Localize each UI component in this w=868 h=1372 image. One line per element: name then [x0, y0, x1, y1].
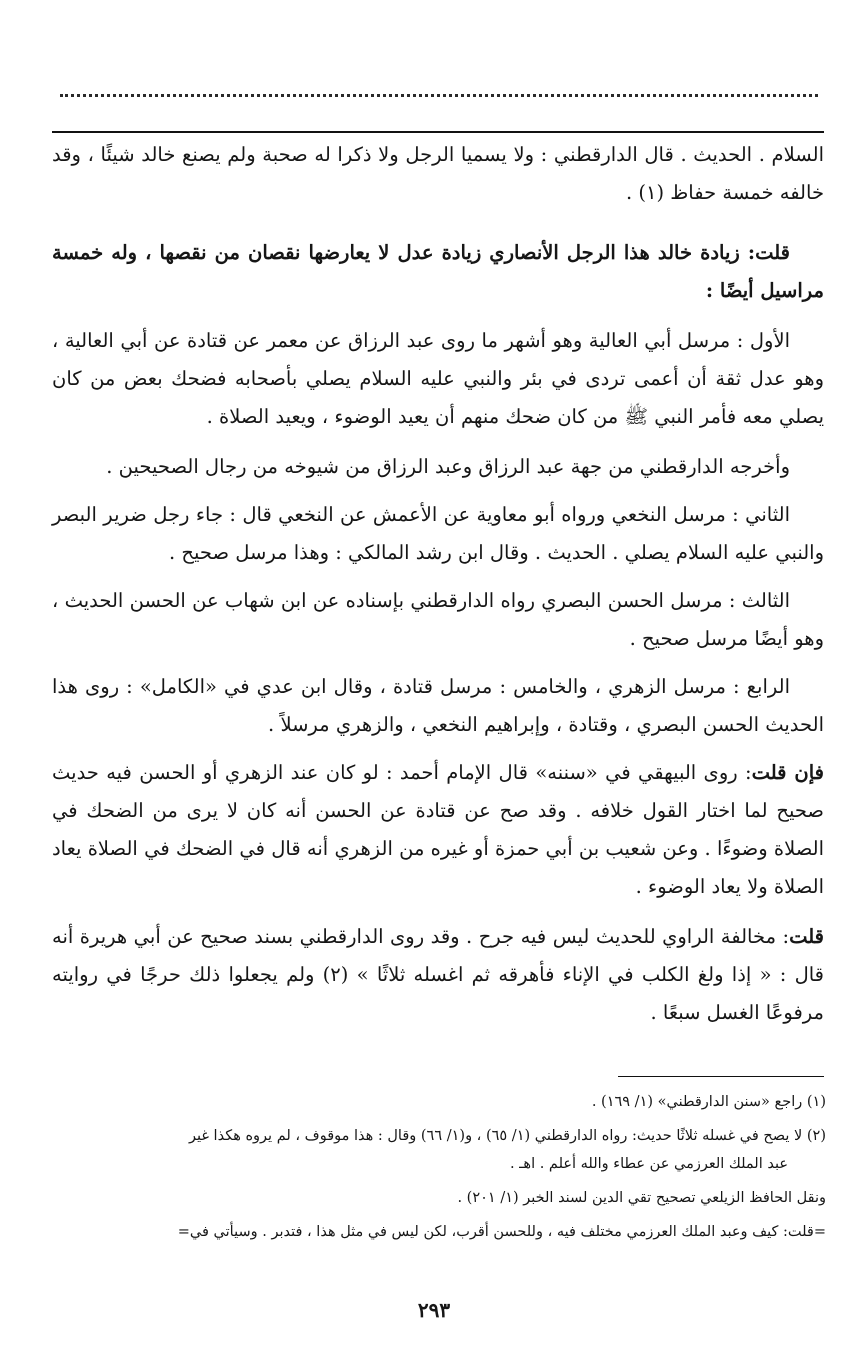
indent	[790, 589, 824, 612]
paragraph-5	[52, 496, 824, 572]
paragraph-8-text: : روى البيهقي في «سننه» قال الإمام أحمد : لو كان عند الزهري أو الحسن فيه حديث صحيح لما اختار القول خلافه . وقد صح عن قتادة عن الحسن أنه كان لا يرى من الضحك في الصلاة وضوءًا . وعن شعيب بن أبي حمزة أو غيره من الزهري أنه قال في الضحك في الصلاة يعاد الصلاة ولا يعاد الوضوء .	[52, 761, 824, 898]
top-solid-rule	[52, 131, 824, 133]
paragraph-4	[52, 448, 824, 486]
indent	[790, 329, 824, 352]
paragraph-2-text: : زيادة خالد هذا الرجل الأنصاري زيادة عدل لا يعارضها نقصان من نقصها ، وله خمسة مراسيل أيضًا :	[52, 241, 824, 302]
indent	[790, 503, 824, 526]
indent	[790, 455, 824, 478]
footnote-4: =قلت: كيف وعبد الملك العرزمي مختلف فيه ، وللحسن أقرب، لكن ليس في مثل هذا ، فتدبر . وسيأتي في=	[177, 1224, 826, 1240]
paragraph-9-lead: قلت	[789, 925, 824, 948]
paragraph-6-text: الثالث : مرسل الحسن البصري رواه الدارقطني بإسناده عن ابن شهاب عن الحسن الحديث ، وهو أيضًا مرسل صحيح .	[52, 589, 824, 650]
footnote-1: (١) راجع «سنن الدارقطني» (١/ ١٦٩) .	[591, 1094, 826, 1110]
footnote-3: ونقل الحافظ الزيلعي تصحيح تقي الدين لسند الخبر (١/ ٢٠١) .	[457, 1190, 826, 1206]
paragraph-5-text: الثاني : مرسل النخعي ورواه أبو معاوية عن الأعمش عن النخعي قال : جاء رجل ضرير البصر والنبي عليه السلام يصلي . الحديث . وقال ابن رشد المالكي : وهذا مرسل صحيح .	[52, 503, 824, 564]
footnotes	[50, 1088, 826, 1252]
paragraph-3	[52, 322, 824, 436]
paragraph-6	[52, 582, 824, 658]
paragraph-3-text: الأول : مرسل أبي العالية وهو أشهر ما روى عبد الرزاق عن معمر عن قتادة عن أبي العالية ، وهو عدل ثقة أن أعمى تردى في بئر والنبي عليه السلام يصلي بأصحابه فضحك بعض من كان يصلي معه فأمر النبي ﷺ من كان ضحك منهم أن يعيد الوضوء ، ويعيد الصلاة .	[52, 329, 824, 428]
indent	[790, 241, 824, 264]
paragraph-1-text: السلام . الحديث . قال الدارقطني : ولا يسميا الرجل ولا ذكرا له صحبة ولم يصنع خالد شيئًا ، وقد خالفه خمسة حفاظ (١) .	[52, 143, 824, 204]
paragraph-9-text: : مخالفة الراوي للحديث ليس فيه جرح . وقد روى الدارقطني بسند صحيح عن أبي هريرة أنه قال : « إذا ولغ الكلب في الإناء فأهرقه ثم اغسله ثلاثًا » (٢) ولم يجعلوا ذلك حرجًا في روايته مرفوعًا الغسل سبعًا .	[52, 925, 825, 1024]
footnote-2-line-1: (٢) لا يصح في غسله ثلاثًا حديث: رواه الدارقطني (١/ ٦٥) ، و(١/ ٦٦) وقال : هذا موقوف ، لم يروه هكذا غير	[188, 1128, 826, 1144]
indent	[790, 675, 824, 698]
footnote-separator	[618, 1076, 824, 1077]
paragraph-2-lead: قلت	[755, 241, 790, 264]
paragraph-2	[52, 234, 824, 310]
paragraph-8	[52, 754, 824, 906]
main-text	[52, 136, 824, 1042]
paragraph-7	[52, 668, 824, 744]
page-number: ٢٩٣	[417, 1298, 451, 1322]
paragraph-7-text: الرابع : مرسل الزهري ، والخامس : مرسل قتادة ، وقال ابن عدي في «الكامل» : روى هذا الحديث الحسن البصري ، وقتادة ، وإبراهيم النخعي ، والزهري مرسلاً .	[52, 675, 824, 736]
paragraph-4-text: وأخرجه الدارقطني من جهة عبد الرزاق وعبد الرزاق من شيوخه من رجال الصحيحين .	[106, 455, 790, 478]
top-dotted-separator	[60, 94, 818, 97]
paragraph-8-lead: فإن قلت	[751, 761, 824, 784]
paragraph-9	[52, 918, 824, 1032]
paragraph-1	[52, 136, 824, 212]
footnote-2	[50, 1122, 826, 1178]
footnote-2-line-2: عبد الملك العرزمي عن عطاء والله أعلم . اهـ .	[509, 1156, 788, 1172]
